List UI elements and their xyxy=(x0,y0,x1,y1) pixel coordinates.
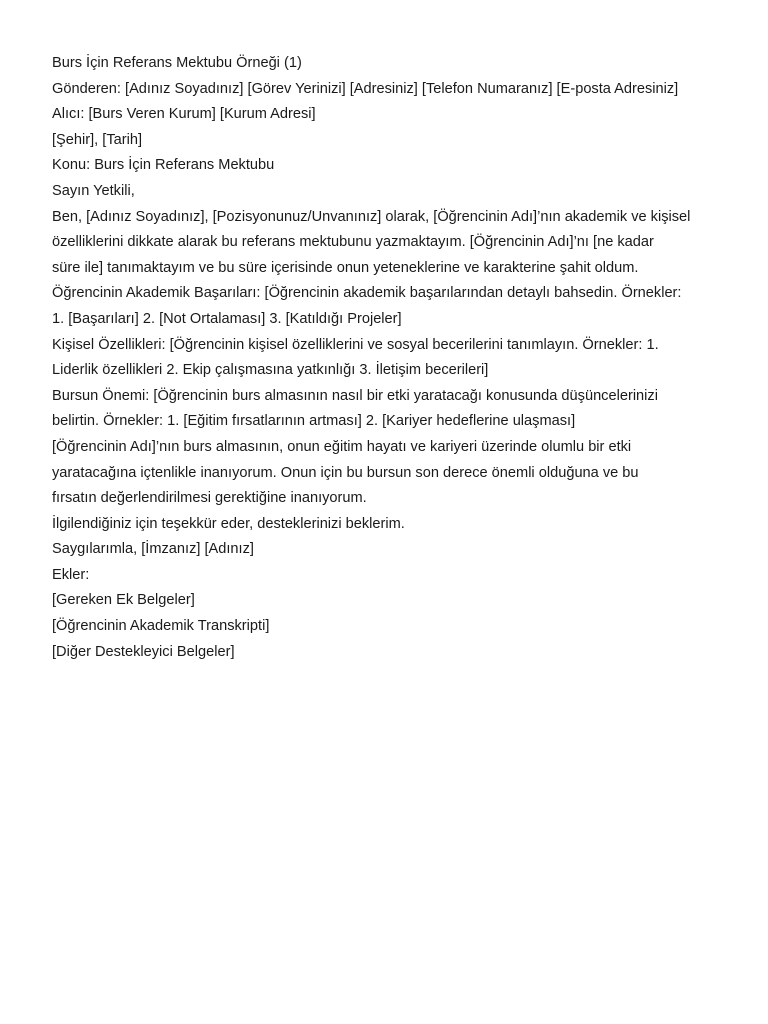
letter-body xyxy=(52,51,732,665)
personal-line: Liderlik özellikleri 2. Ekip çalışmasına yatkınlığı 3. İletişim becerileri] xyxy=(52,362,489,379)
city-date-line: [Şehir], [Tarih] xyxy=(52,131,143,148)
importance-line: belirtin. Örnekler: 1. [Eğitim fırsatlarının artması] 2. [Kariyer hedeflerine ulaşması] xyxy=(52,413,576,430)
attachment-item: [Öğrencinin Akademik Transkripti] xyxy=(52,618,270,635)
intro-line: Ben, [Adınız Soyadınız], [Pozisyonunuz/Unvanınız] olarak, [Öğrencinin Adı]’nın akademik ve kişisel xyxy=(52,208,691,225)
sender-line: Gönderen: [Adınız Soyadınız] [Görev Yerinizi] [Adresiniz] [Telefon Numaranız] [E-posta Adresiniz] xyxy=(52,80,679,97)
conclusion-line: yaratacağına içtenlikle inanıyorum. Onun için bu bursun son derece önemli olduğuna ve bu xyxy=(52,464,639,481)
attachment-item: [Diğer Destekleyici Belgeler] xyxy=(52,643,235,660)
importance-line: Bursun Önemi: [Öğrencinin burs almasının nasıl bir etki yaratacağı konusunda düşüncelerinizi xyxy=(52,387,658,404)
personal-line: Kişisel Özellikleri: [Öğrencinin kişisel özelliklerini ve sosyal becerilerini tanımlayın. Örnekler: 1. xyxy=(52,336,659,353)
academic-line: 1. [Başarıları] 2. [Not Ortalaması] 3. [Katıldığı Projeler] xyxy=(52,310,402,327)
academic-line: Öğrencinin Akademik Başarıları: [Öğrencinin akademik başarılarından detaylı bahsedin. Örnekler: xyxy=(52,285,682,302)
recipient-line: Alıcı: [Burs Veren Kurum] [Kurum Adresi] xyxy=(52,106,316,123)
conclusion-line: fırsatın değerlendirilmesi gerektiğine inanıyorum. xyxy=(52,490,367,507)
closing-line: Saygılarımla, [İmzanız] [Adınız] xyxy=(52,541,254,558)
attachments-label: Ekler: xyxy=(52,566,90,583)
salutation-line: Sayın Yetkili, xyxy=(52,182,135,199)
thanks-line: İlgilendiğiniz için teşekkür eder, desteklerinizi beklerim. xyxy=(52,515,405,532)
conclusion-line: [Öğrencinin Adı]’nın burs almasının, onun eğitim hayatı ve kariyeri üzerinde olumlu bir etki xyxy=(52,438,632,455)
subject-line: Konu: Burs İçin Referans Mektubu xyxy=(52,157,275,174)
attachment-item: [Gereken Ek Belgeler] xyxy=(52,592,195,609)
intro-line: süre ile] tanımaktayım ve bu süre içerisinde onun yeteneklerine ve karakterine şahit oldum. xyxy=(52,259,639,276)
intro-line: özelliklerini dikkate alarak bu referans mektubunu yazmaktayım. [Öğrencinin Adı]’nı [ne kadar xyxy=(52,234,654,251)
document-title: Burs İçin Referans Mektubu Örneği (1) xyxy=(52,55,302,71)
